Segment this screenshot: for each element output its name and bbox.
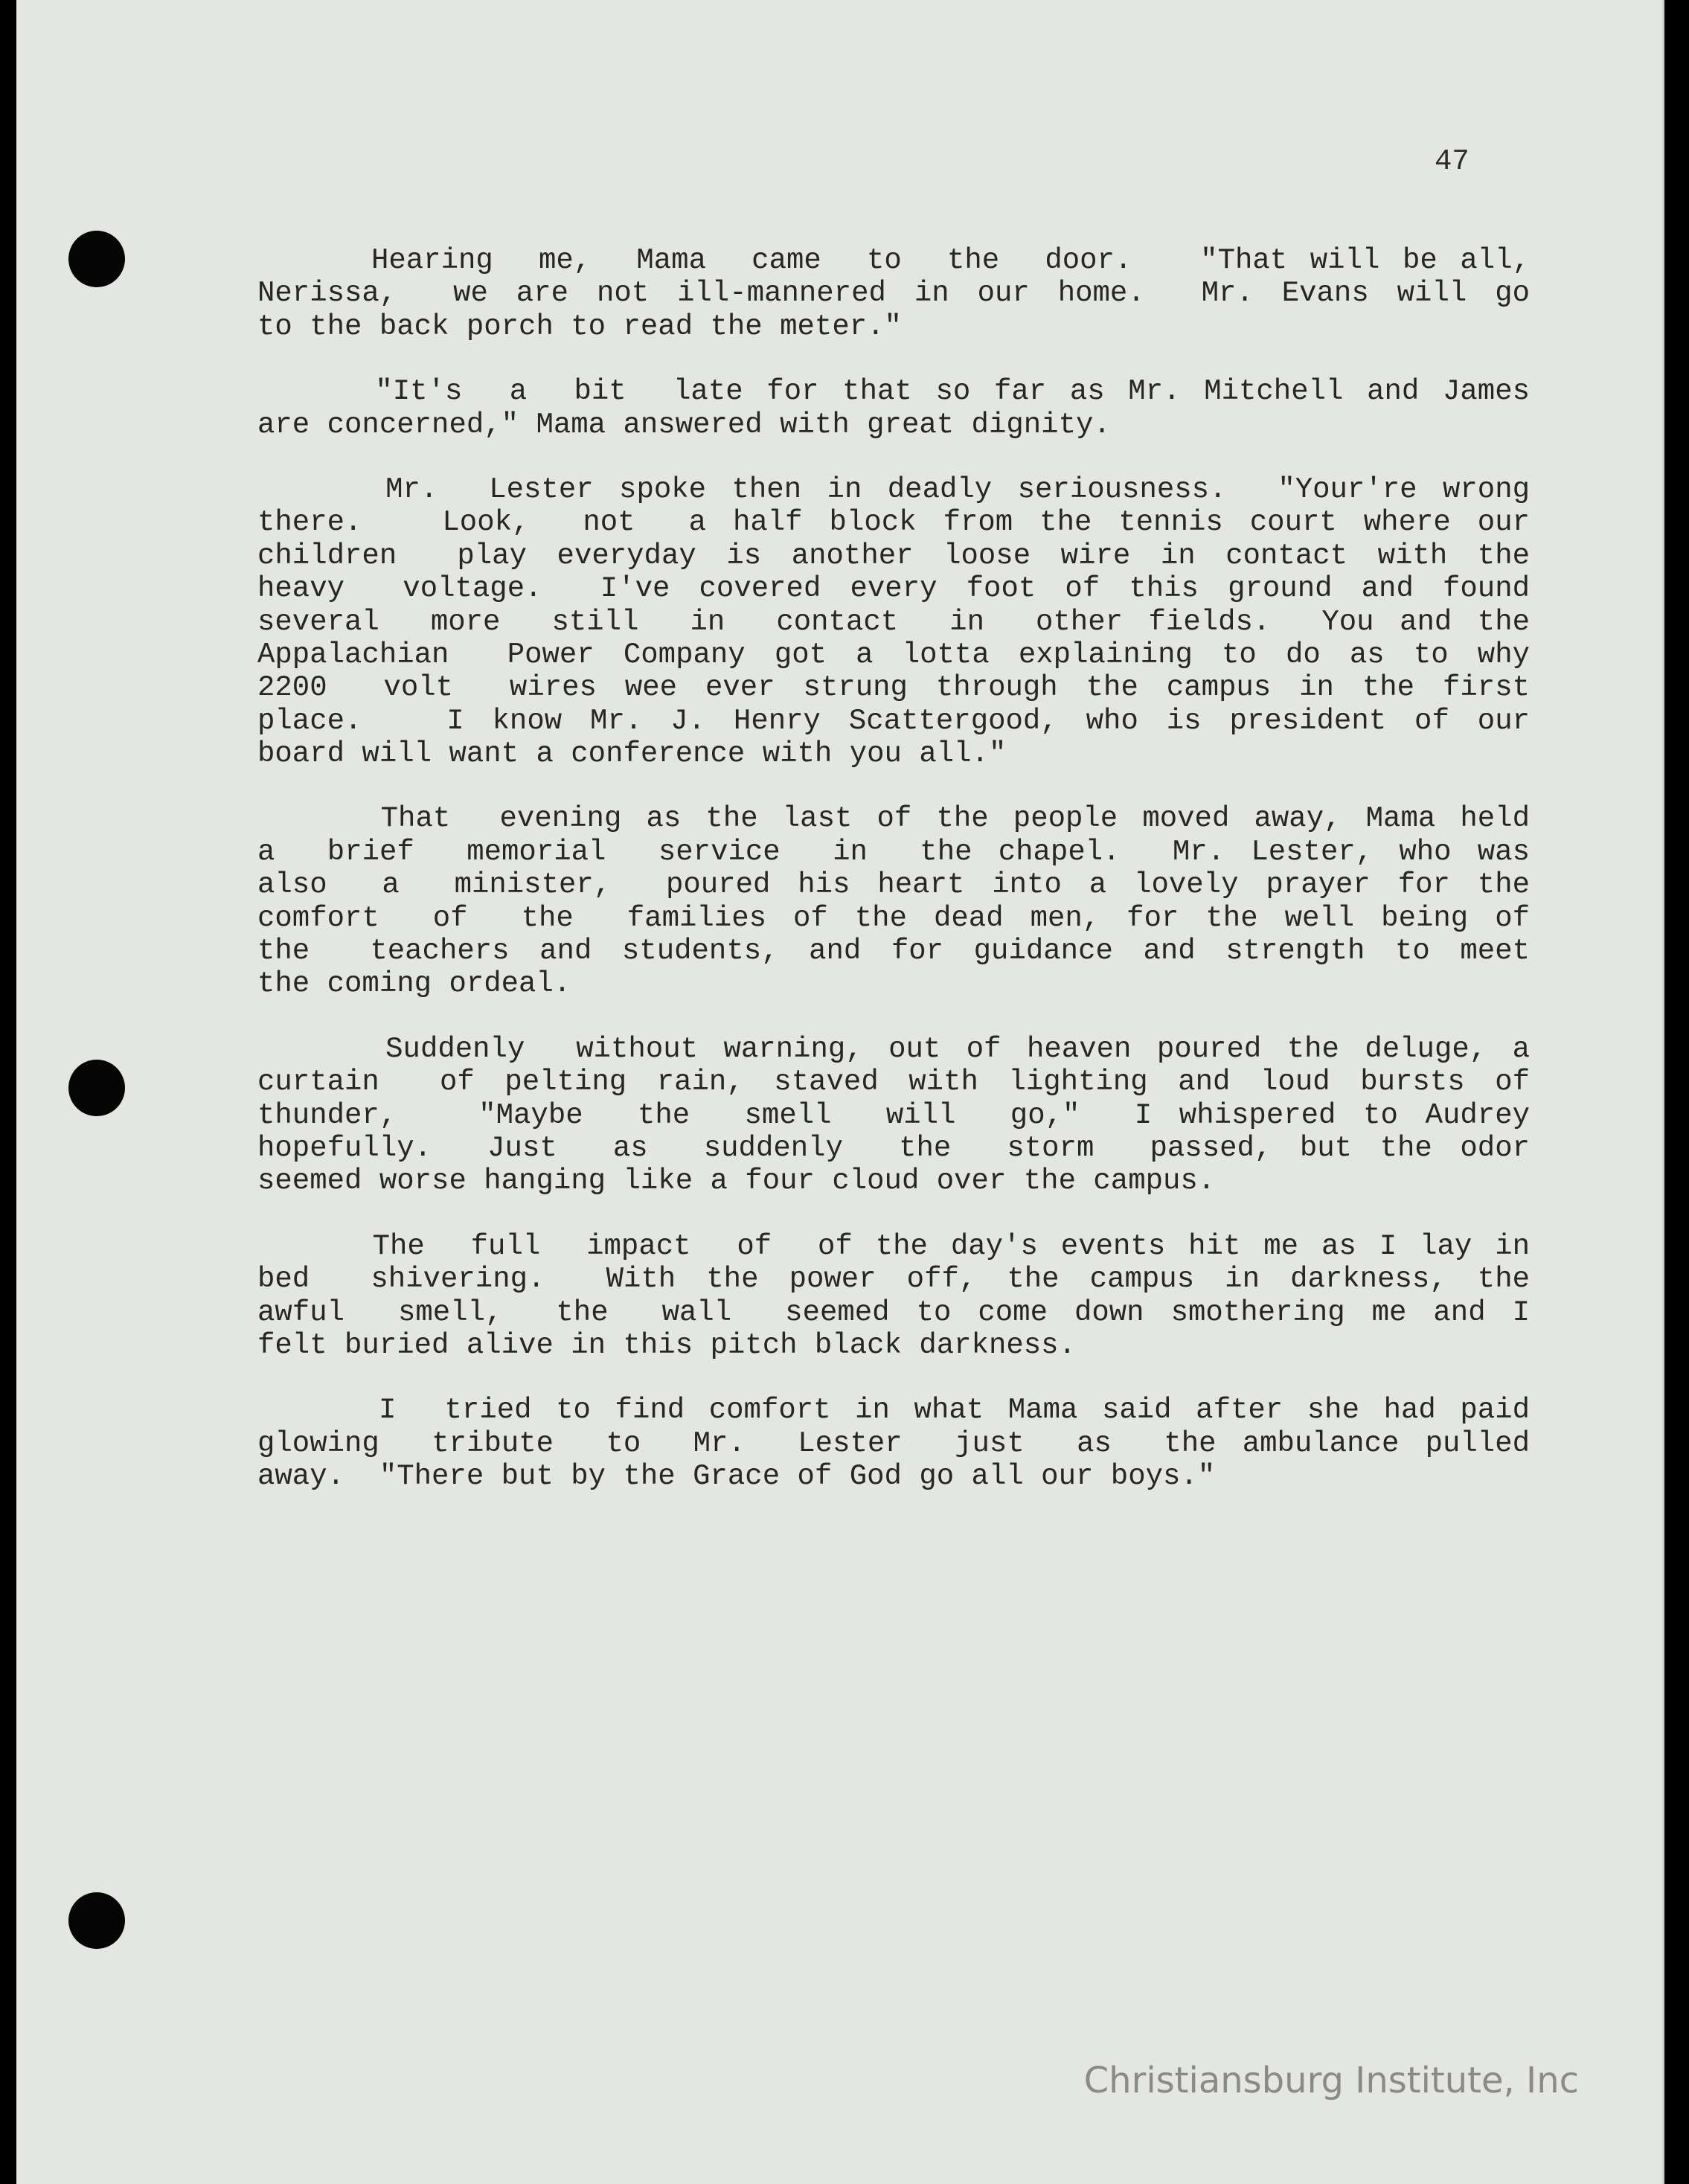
- text-line: to the back porch to read the meter.": [257, 310, 902, 343]
- text-line: seemed worse hanging like a four cloud over the campus.: [257, 1165, 1216, 1198]
- binder-hole-bottom: [68, 1892, 125, 1949]
- text-line: comfort of the families of the dead men, for the well being of: [257, 901, 1530, 935]
- text-line: awful smell, the wall seemed to come down smothering me and I: [257, 1296, 1530, 1329]
- text-line: Mr. Lester spoke then in deadly seriousness. "Your're wrong: [257, 473, 1530, 506]
- text-line: place. I know Mr. J. Henry Scattergood, who is president of our: [257, 704, 1530, 737]
- text-line: board will want a conference with you all.": [257, 737, 1007, 771]
- text-line: I tried to find comfort in what Mama said after she had paid: [257, 1394, 1530, 1427]
- text-line: bed shivering. With the power off, the campus in darkness, the: [257, 1263, 1530, 1296]
- typed-body-text: [257, 244, 1530, 1525]
- text-line: hopefully. Just as suddenly the storm passed, but the odor: [257, 1131, 1530, 1165]
- binder-hole-middle: [68, 1060, 125, 1116]
- text-line: a brief memorial service in the chapel. Mr. Lester, who was: [257, 835, 1530, 868]
- paragraph: [257, 375, 1530, 441]
- paragraph: [257, 802, 1530, 1000]
- text-line: children play everyday is another loose wire in contact with the: [257, 539, 1530, 572]
- text-line: the coming ordeal.: [257, 967, 571, 1001]
- paragraph: [257, 1394, 1530, 1493]
- text-line: glowing tribute to Mr. Lester just as the ambulance pulled: [257, 1426, 1530, 1460]
- page-number: 47: [1435, 145, 1470, 178]
- watermark: Christiansburg Institute, Inc: [1083, 2060, 1579, 2101]
- text-line: 2200 volt wires wee ever strung through the campus in the first: [257, 671, 1530, 705]
- text-line: curtain of pelting rain, staved with lighting and loud bursts of: [257, 1066, 1530, 1099]
- paragraph: [257, 473, 1530, 771]
- text-line: The full impact of of the day's events hit me as I lay in: [257, 1229, 1530, 1263]
- text-line: Nerissa, we are not ill-mannered in our home. Mr. Evans will go: [257, 277, 1530, 310]
- text-line: That evening as the last of the people moved away, Mama held: [257, 802, 1530, 836]
- text-line: are concerned," Mama answered with great dignity.: [257, 408, 1111, 441]
- text-line: thunder, "Maybe the smell will go," I whispered to Audrey: [257, 1098, 1530, 1132]
- text-line: away. "There but by the Grace of God go all our boys.": [257, 1460, 1216, 1493]
- text-line: felt buried alive in this pitch black darkness.: [257, 1328, 1076, 1362]
- text-line: "It's a bit late for that so far as Mr. Mitchell and James: [257, 375, 1530, 409]
- text-line: there. Look, not a half block from the tennis court where our: [257, 506, 1530, 539]
- binder-hole-top: [68, 231, 125, 287]
- paragraph: [257, 1230, 1530, 1362]
- document-page: [16, 0, 1664, 2184]
- text-line: also a minister, poured his heart into a lovely prayer for the: [257, 868, 1530, 902]
- text-line: Suddenly without warning, out of heaven poured the deluge, a: [257, 1032, 1530, 1066]
- paragraph: [257, 244, 1530, 343]
- paragraph: [257, 1033, 1530, 1198]
- text-line: Appalachian Power Company got a lotta explaining to do as to why: [257, 638, 1530, 671]
- text-line: Hearing me, Mama came to the door. "That will be all,: [257, 244, 1530, 277]
- text-line: the teachers and students, and for guidance and strength to meet: [257, 935, 1530, 968]
- text-line: several more still in contact in other fields. You and the: [257, 605, 1530, 638]
- text-line: heavy voltage. I've covered every foot of this ground and found: [257, 572, 1530, 606]
